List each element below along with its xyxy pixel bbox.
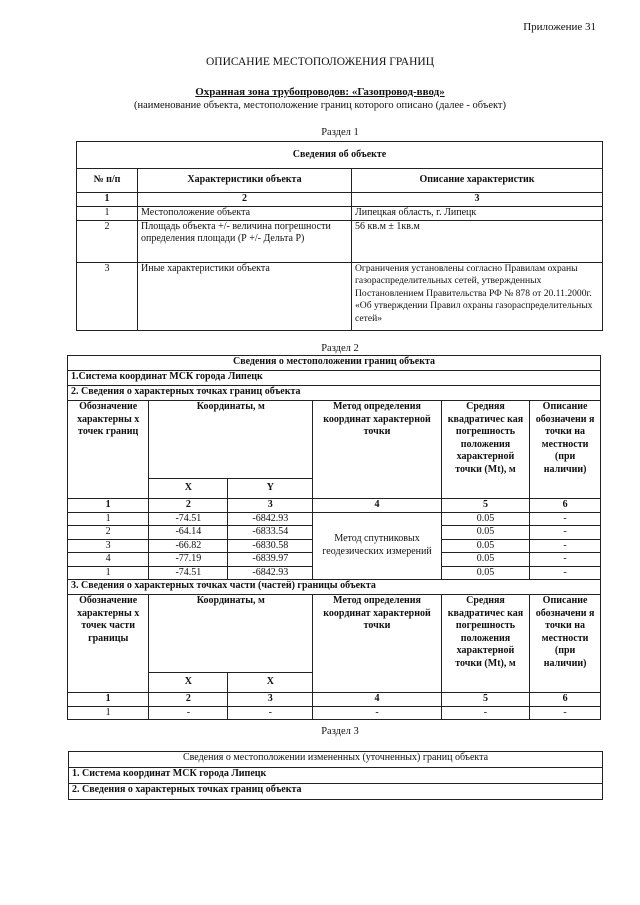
num-cell: 4 [313, 693, 442, 707]
method-value: Метод спутниковых геодезических измерений [313, 512, 442, 580]
y-value: -6839.97 [228, 553, 313, 567]
error-value: 0.05 [441, 539, 529, 553]
num-cell: 1 [68, 693, 149, 707]
error-value: 0.05 [441, 526, 529, 540]
section-2-title: Сведения о местоположении границ объекта [68, 356, 601, 371]
num-cell: 3 [228, 693, 313, 707]
x-value: -74.51 [149, 566, 228, 580]
object-name: Охранная зона трубопроводов: «Газопровод-ввод» [195, 86, 445, 98]
num-cell: 2 [138, 193, 352, 207]
col-desc-header: Описание характеристик [352, 169, 603, 193]
appendix-label: Приложение 31 [523, 21, 596, 33]
point-id: 3 [68, 539, 149, 553]
x-value: -66.82 [149, 539, 228, 553]
part-method-value: - [313, 706, 442, 720]
subsection-2-title: 2. Сведения о характерных точках границ объекта [68, 386, 601, 401]
y-value: -6842.93 [228, 566, 313, 580]
part-method-header: Метод определения координат характерной точки [313, 595, 442, 693]
coord-system: 1.Система координат МСК города Липецк [68, 371, 601, 386]
coords-header: Координаты, м [149, 401, 313, 479]
description-value: - [530, 526, 601, 540]
part-y-value: - [228, 706, 313, 720]
section-3-label: Раздел 3 [321, 726, 359, 737]
col-char-header: Характеристики объекта [138, 169, 352, 193]
y-value: -6842.93 [228, 512, 313, 526]
table-row [68, 706, 601, 720]
part-y-header: X [228, 673, 313, 693]
num-cell: 1 [68, 499, 149, 513]
object-caption: (наименование объекта, местоположение границ которого описано (далее - объект) [133, 100, 507, 111]
point-id: 4 [68, 553, 149, 567]
x-value: -77.19 [149, 553, 228, 567]
num-cell: 5 [441, 693, 529, 707]
num-cell: 3 [228, 499, 313, 513]
row-num: 3 [77, 262, 138, 330]
section-1-label: Раздел 1 [321, 127, 359, 138]
page-title: ОПИСАНИЕ МЕСТОПОЛОЖЕНИЯ ГРАНИЦ [205, 56, 435, 68]
num-cell: 1 [77, 193, 138, 207]
subsection-3-title: 3. Сведения о характерных точках части (частей) границы объекта [68, 580, 601, 595]
x-value: -74.51 [149, 512, 228, 526]
part-description-value: - [530, 706, 601, 720]
description-header: Описание обозначени я точки на местности (при наличии) [530, 401, 601, 499]
table-row [77, 220, 603, 262]
row-num: 2 [77, 220, 138, 262]
section-1-table [76, 141, 603, 331]
error-value: 0.05 [441, 566, 529, 580]
part-error-header: Средняя квадратичес кая погрешность положения характерной точки (Mt), м [441, 595, 529, 693]
y-value: -6833.54 [228, 526, 313, 540]
row-char: Площадь объекта +/- величина погрешности определения площади (Р +/- Дельта Р) [138, 220, 352, 262]
error-value: 0.05 [441, 512, 529, 526]
method-header: Метод определения координат характерной точки [313, 401, 442, 499]
table-row [77, 207, 603, 221]
num-cell: 3 [352, 193, 603, 207]
col-num-header: № п/п [77, 169, 138, 193]
num-cell: 6 [530, 499, 601, 513]
y-value: -6830.58 [228, 539, 313, 553]
point-id: 1 [68, 566, 149, 580]
part-error-value: - [441, 706, 529, 720]
section-2-label: Раздел 2 [321, 343, 359, 354]
table-row [68, 512, 601, 526]
num-cell: 2 [149, 693, 228, 707]
description-value: - [530, 566, 601, 580]
row-num: 1 [77, 207, 138, 221]
part-description-header: Описание обозначени я точки на местности (при наличии) [530, 595, 601, 693]
description-value: - [530, 512, 601, 526]
section-3-title: Сведения о местоположении измененных (уточненных) границ объекта [69, 752, 603, 768]
point-id: 1 [68, 512, 149, 526]
num-cell: 6 [530, 693, 601, 707]
num-cell: 5 [441, 499, 529, 513]
part-x-value: - [149, 706, 228, 720]
num-cell: 2 [149, 499, 228, 513]
table-row [77, 262, 603, 330]
x-header: X [149, 479, 228, 499]
point-id: 2 [68, 526, 149, 540]
section-3-subsection: 2. Сведения о характерных точках границ объекта [69, 784, 603, 800]
section-1-title: Сведения об объекте [77, 142, 603, 169]
section-3-table [68, 751, 603, 800]
error-header: Средняя квадратичес кая погрешность положения характерной точки (Mt), м [441, 401, 529, 499]
part-x-header: X [149, 673, 228, 693]
section-3-coord-system: 1. Система координат МСК города Липецк [69, 768, 603, 784]
y-header: Y [228, 479, 313, 499]
section-2-table [67, 355, 601, 720]
part-coords-header: Координаты, м [149, 595, 313, 673]
row-char: Иные характеристики объекта [138, 262, 352, 330]
row-desc: Липецкая область, г. Липецк [352, 207, 603, 221]
part-point-header: Обозначение характерны х точек части границы [68, 595, 149, 693]
description-value: - [530, 539, 601, 553]
part-point-id: 1 [68, 706, 149, 720]
point-header: Обозначение характерны х точек границ [68, 401, 149, 499]
row-desc: Ограничения установлены согласно Правилам охраны газораспределительных сетей, утвержденных Постановлением Правительства РФ № 878 от 20.11.2000г. «Об утверждении Правил охраны газораспределительных сетей» [352, 262, 603, 330]
description-value: - [530, 553, 601, 567]
x-value: -64.14 [149, 526, 228, 540]
error-value: 0.05 [441, 553, 529, 567]
row-desc: 56 кв.м ± 1кв.м [352, 220, 603, 262]
row-char: Местоположение объекта [138, 207, 352, 221]
num-cell: 4 [313, 499, 442, 513]
